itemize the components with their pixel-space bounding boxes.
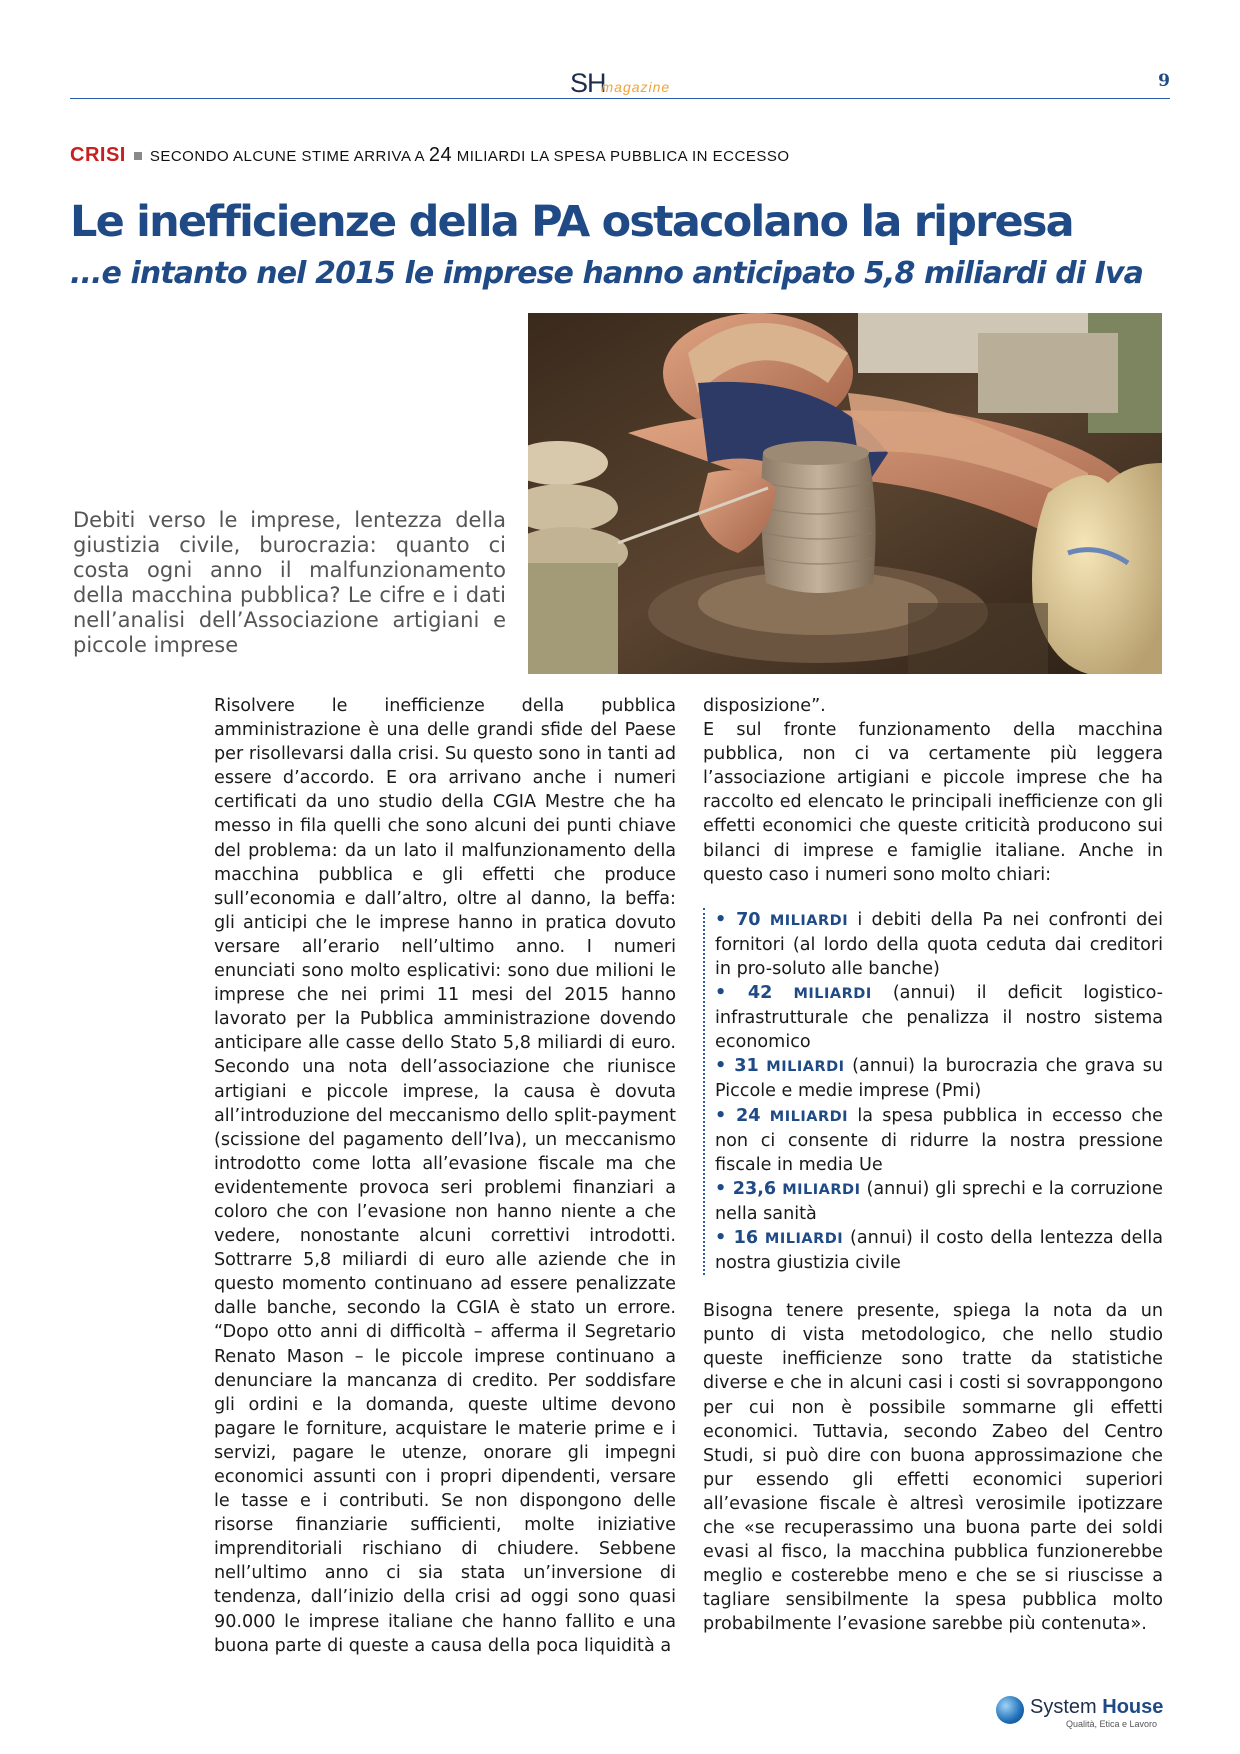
brand-name: System House bbox=[1030, 1696, 1164, 1718]
logo-sub: magazine bbox=[601, 79, 671, 95]
list-item: • 42 MILIARDI (annui) il deficit logistico-infrastrutturale che penalizza il nostro sistema economico bbox=[715, 983, 1164, 1053]
section-kicker bbox=[70, 144, 790, 167]
figures-list bbox=[703, 908, 1163, 1275]
bullet-dot-icon: • bbox=[715, 1056, 735, 1077]
magazine-logo bbox=[570, 68, 670, 99]
bullet-dot-icon: • bbox=[715, 983, 748, 1004]
globe-icon bbox=[996, 1696, 1024, 1724]
bullet-dot-icon: • bbox=[715, 1178, 733, 1199]
publisher-logo bbox=[996, 1696, 1166, 1736]
list-item: • 31 MILIARDI (annui) la burocrazia che grava su Piccole e medie imprese (Pmi) bbox=[715, 1056, 1164, 1102]
body-column-2 bbox=[703, 694, 1163, 1636]
body-paragraph: Risolvere le inefficienze della pubblica amministrazione è una delle grandi sfide del Paese per risollevarsi dalla crisi. Su questo sono in tanti ad essere d’accordo. E ora arrivano anche i numeri certificati da uno studio della CGIA Mestre che ha messo in fila quelli che sono alcuni dei punti chiave del problema: da un lato il malfunzionamento della macchina pubblica e gli effetti che produce sull’economia e dall’altro, oltre al danno, la beffa: gli anticipi che le imprese hanno in pratica dovuto versare all’erario nell’ultimo anno. I numeri enunciati sono molto esplicativi: sono due milioni le imprese che nei primi 11 mesi del 2015 hanno lavorato per la Pubblica amministrazione dovendo anticipare alle casse dello Stato 5,8 miliardi di euro. Secondo una nota dell’associazione che riunisce artigiani e piccole imprese, la causa è dovuta all’introduzione del meccanismo dello split-payment (scissione del pagamento dell’Iva), un meccanismo introdotto come lotta all’evasione fiscale ma che evidentemente provoca seri problemi finanziari a coloro che con l’evasione non hanno niente a che vedere, nonostante alcuni correttivi introdotti. Sottrarre 5,8 miliardi di euro alle aziende che in questo momento continuano ad essere penalizzate dalle banche, secondo la CGIA è stato un errore. “Dopo otto anni di difficoltà – afferma il Segretario Renato Mason – le piccole imprese continuano a denunciare la mancanza di credito. Per soddisfare gli ordini e la domanda, queste ultime devono pagare le forniture, acquistare le materie prime e i servizi, pagare le utenze, onorare gli impegni economici assunti con i propri dipendenti, versare le tasse e i contributi. Se non dispongono delle risorse finanziarie sufficienti, molte iniziative imprenditoriali rischiano di chiudere. Sebbene nell’ultimo anno ci sia stata un’inversione di tendenza, dall’inizio della crisi ad oggi sono quasi 90.000 le imprese italiane che hanno fallito e una buona parte di queste a causa della poca liquidità a bbox=[214, 696, 676, 1656]
kicker-text-after: MILIARDI LA SPESA PUBBLICA IN ECCESSO bbox=[456, 148, 790, 165]
list-item: • 70 MILIARDI i debiti della Pa nei confronti dei fornitori (al lordo della quota ceduta dai creditori in pro-soluto alle banche) bbox=[715, 909, 1164, 979]
list-item: • 16 MILIARDI (annui) il costo della lentezza della nostra giustizia civile bbox=[715, 1227, 1163, 1274]
body-paragraph-closing: Bisogna tenere presente, spiega la nota da un punto di vista metodologico, che nello studio queste inefficienze sono tratte da statistiche diverse e che in alcuni casi i costi si sovrappongono per cui non è possibile sommarne gli effetti economici. Tuttavia, secondo Zabeo del Centro Studi, si può dire con buona approssimazione che pur essendo gli effetti economici superiori all’evasione fiscale è altresì verosimile ipotizzare che «se recuperassimo una buona parte dei soldi evasi al fisco, la macchina pubblica funzionerebbe meglio e costerebbe meno e che se si riuscisse a tagliare sensibilmente la spesa pubblica molto probabilmente l’evasione sarebbe più contenuta». bbox=[703, 1301, 1163, 1635]
section-tag: CRISI bbox=[70, 144, 126, 166]
bullet-dot-icon: • bbox=[715, 1105, 737, 1126]
list-item: • 23,6 MILIARDI (annui) gli sprechi e la corruzione nella sanità bbox=[715, 1178, 1164, 1224]
page-header bbox=[70, 68, 1170, 99]
bullet-dot-icon: • bbox=[715, 909, 737, 930]
kicker-number: 24 bbox=[428, 144, 453, 166]
potter-wheel-image bbox=[528, 313, 1162, 674]
pottery-photo bbox=[528, 313, 1162, 674]
brand-claim: Qualità, Etica e Lavoro bbox=[1066, 1719, 1158, 1729]
bullet-dot-icon: • bbox=[715, 1227, 734, 1248]
article-lede: Debiti verso le imprese, lentezza della giustizia civile, burocrazia: quanto ci costa ogni anno il malfunzionamento della macchina pubblica? Le cifre e i dati nell’analisi dell’Associazione artigiani e piccole imprese bbox=[73, 508, 506, 657]
body-paragraph-intro: E sul fronte funzionamento della macchina pubblica, non ci va certamente più leggera l’associazione artigiani e piccole imprese che ha raccolto ed elencato le principali inefficienze con gli effetti economici che queste criticità producono sui bilanci di imprese e famiglie italiane. Anche in questo caso i numeri sono molto chiari: bbox=[703, 720, 1163, 885]
logo-main: SH bbox=[570, 68, 606, 98]
article-subtitle: ...e intanto nel 2015 le imprese hanno anticipato 5,8 miliardi di Iva bbox=[70, 256, 1143, 291]
list-item: • 24 MILIARDI la spesa pubblica in eccesso che non ci consente di ridurre la nostra pressione fiscale in media Ue bbox=[715, 1105, 1164, 1175]
body-column-1 bbox=[214, 694, 676, 1658]
square-bullet-icon bbox=[134, 152, 142, 160]
article-title: Le inefficienze della PA ostacolano la ripresa bbox=[70, 197, 1073, 247]
kicker-text-before: SECONDO ALCUNE STIME ARRIVA A bbox=[149, 148, 425, 165]
body-continuation: disposizione”. bbox=[703, 696, 826, 716]
page-number: 9 bbox=[1158, 71, 1170, 91]
